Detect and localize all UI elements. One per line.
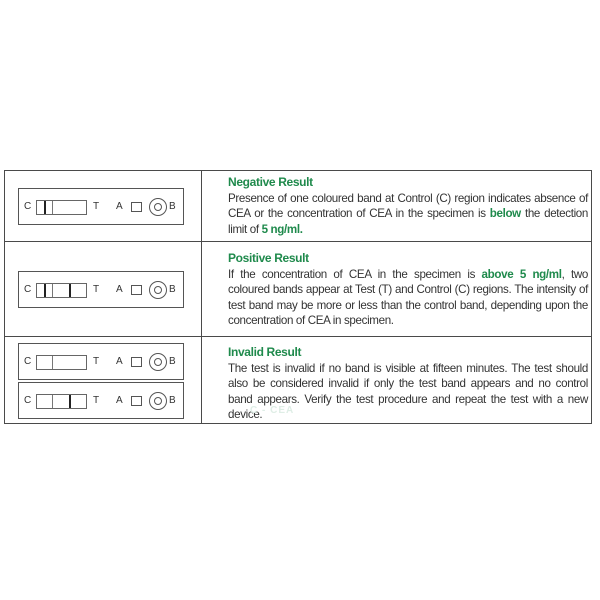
square-window-icon bbox=[131, 357, 142, 367]
body-text: Presence of one coloured band at Control (C) region indicates absence of CEA or the concentration of CEA in the specimen is bbox=[228, 191, 588, 220]
b-label: B bbox=[169, 201, 176, 212]
result-heading: Negative Result bbox=[228, 175, 313, 189]
result-heading: Positive Result bbox=[228, 251, 309, 265]
highlight-text: 5 ng/ml. bbox=[261, 222, 303, 236]
result-window bbox=[36, 394, 87, 409]
coloured-band bbox=[44, 284, 46, 297]
result-window bbox=[36, 283, 87, 298]
result-description bbox=[228, 175, 588, 237]
highlight-text: above 5 ng/ml bbox=[481, 267, 562, 281]
control-label: C bbox=[24, 201, 32, 212]
control-label: C bbox=[24, 356, 32, 367]
test-label: T bbox=[93, 356, 100, 367]
watermark: C - CEA bbox=[250, 405, 295, 416]
row-invalid bbox=[5, 337, 591, 423]
sample-well-icon bbox=[149, 392, 167, 410]
region-divider bbox=[52, 395, 53, 408]
body-text: The test is invalid if no band is visible at fifteen minutes. The test should also be considered invalid if only the test band appears and no control band appears. Verify the test procedure and repeat the test with a new device. bbox=[228, 361, 588, 421]
row-negative bbox=[5, 171, 591, 242]
b-label: B bbox=[169, 356, 176, 367]
square-window-icon bbox=[131, 285, 142, 295]
test-label: T bbox=[93, 395, 100, 406]
result-body bbox=[228, 267, 588, 329]
test-strip-diagram bbox=[18, 271, 184, 308]
b-label: B bbox=[169, 284, 176, 295]
test-label: T bbox=[93, 284, 100, 295]
results-table bbox=[4, 170, 592, 424]
coloured-band bbox=[69, 284, 71, 297]
sample-well-inner-icon bbox=[154, 203, 162, 211]
region-divider bbox=[52, 356, 53, 369]
control-label: C bbox=[24, 395, 32, 406]
result-description bbox=[228, 251, 588, 329]
region-divider bbox=[52, 201, 53, 214]
test-strip-diagram bbox=[18, 343, 184, 380]
region-divider bbox=[52, 284, 53, 297]
a-label: A bbox=[116, 201, 123, 212]
test-label: T bbox=[93, 201, 100, 212]
control-label: C bbox=[24, 284, 32, 295]
a-label: A bbox=[116, 395, 123, 406]
row-positive bbox=[5, 242, 591, 337]
highlight-text: below bbox=[489, 207, 521, 220]
test-strip-diagram bbox=[18, 188, 184, 225]
square-window-icon bbox=[131, 202, 142, 212]
coloured-band bbox=[69, 395, 71, 408]
result-window bbox=[36, 355, 87, 370]
body-text: the detection limit of bbox=[228, 207, 589, 236]
test-strip-diagram bbox=[18, 382, 184, 419]
result-heading: Invalid Result bbox=[228, 345, 302, 359]
result-window bbox=[36, 200, 87, 215]
sample-well-icon bbox=[149, 281, 167, 299]
body-text: If the concentration of CEA in the specimen is bbox=[228, 267, 482, 281]
b-label: B bbox=[169, 395, 176, 406]
a-label: A bbox=[116, 284, 123, 295]
sample-well-icon bbox=[149, 198, 167, 216]
a-label: A bbox=[116, 356, 123, 367]
body-text: , two coloured bands appear at Test (T) and Control (C) regions. The intensity of test band may be more or less than the control band, depending upon the concentration of CEA in specimen. bbox=[228, 267, 588, 327]
coloured-band bbox=[44, 201, 46, 214]
sample-well-inner-icon bbox=[154, 358, 162, 366]
square-window-icon bbox=[131, 396, 142, 406]
sample-well-inner-icon bbox=[154, 286, 162, 294]
sample-well-icon bbox=[149, 353, 167, 371]
result-body bbox=[228, 191, 588, 238]
sample-well-inner-icon bbox=[154, 397, 162, 405]
